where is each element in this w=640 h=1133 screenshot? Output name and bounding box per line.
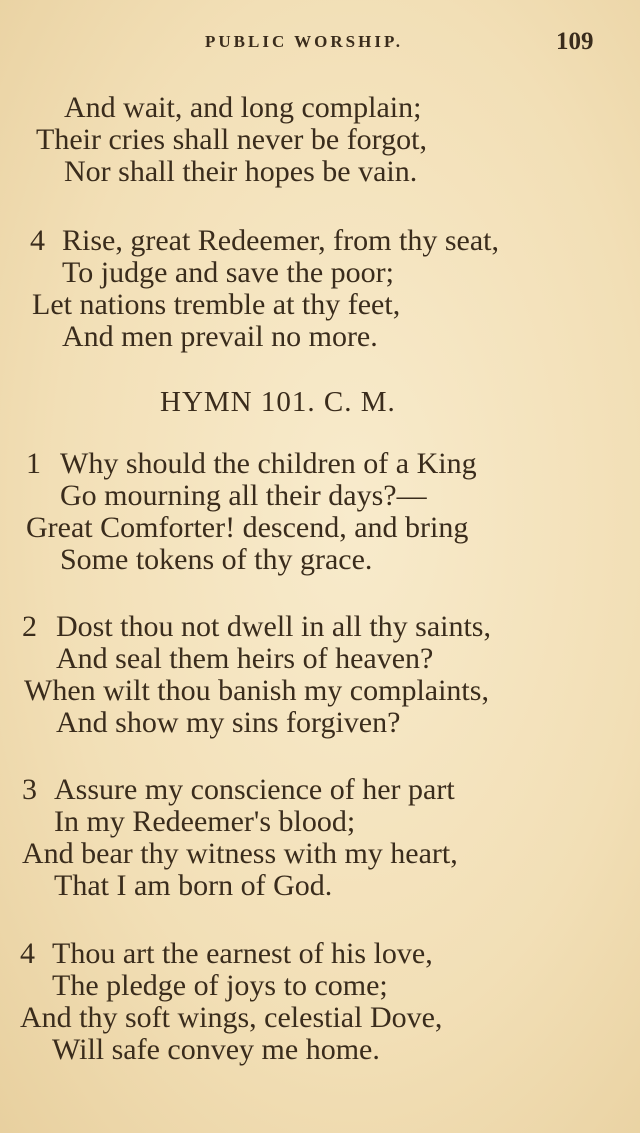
stanza-number: 4 xyxy=(30,224,45,257)
hymn-heading: HYMN 101. C. M. xyxy=(160,386,396,418)
verse-line: Assure my conscience of her part xyxy=(54,773,455,806)
verse-line: Go mourning all their days?— xyxy=(60,479,427,512)
verse-line: When wilt thou banish my complaints, xyxy=(24,674,489,707)
verse-line: Dost thou not dwell in all thy saints, xyxy=(56,610,491,643)
verse-line: To judge and save the poor; xyxy=(62,256,394,289)
running-head-title: PUBLIC WORSHIP. xyxy=(205,32,404,51)
verse-line: Thou art the earnest of his love, xyxy=(52,937,433,970)
stanza-number: 1 xyxy=(26,447,41,480)
stanza-number: 4 xyxy=(20,937,35,970)
verse-line: And bear thy witness with my heart, xyxy=(22,837,458,870)
verse-line: The pledge of joys to come; xyxy=(52,969,388,1002)
page-number: 109 xyxy=(556,28,594,55)
verse-line: Why should the children of a King xyxy=(60,447,477,480)
verse-line: Great Comforter! descend, and bring xyxy=(26,511,469,544)
verse-line: And men prevail no more. xyxy=(62,320,378,353)
verse-line: Rise, great Redeemer, from thy seat, xyxy=(62,224,499,257)
verse-line: And thy soft wings, celestial Dove, xyxy=(20,1001,443,1034)
verse-line: That I am born of God. xyxy=(54,869,333,902)
verse-line: And wait, and long complain; xyxy=(64,91,422,124)
verse-line: Let nations tremble at thy feet, xyxy=(32,288,401,321)
verse-line: In my Redeemer's blood; xyxy=(54,805,356,838)
running-head xyxy=(0,28,640,58)
verse-line: And show my sins forgiven? xyxy=(56,706,401,739)
verse-line: Nor shall their hopes be vain. xyxy=(64,155,418,188)
verse-line: Will safe convey me home. xyxy=(52,1033,380,1066)
stanza-number: 2 xyxy=(22,610,37,643)
verse-line: Some tokens of thy grace. xyxy=(60,543,373,576)
verse-line: Their cries shall never be forgot, xyxy=(36,123,427,156)
stanza-number: 3 xyxy=(22,773,37,806)
verse-line: And seal them heirs of heaven? xyxy=(56,642,434,675)
